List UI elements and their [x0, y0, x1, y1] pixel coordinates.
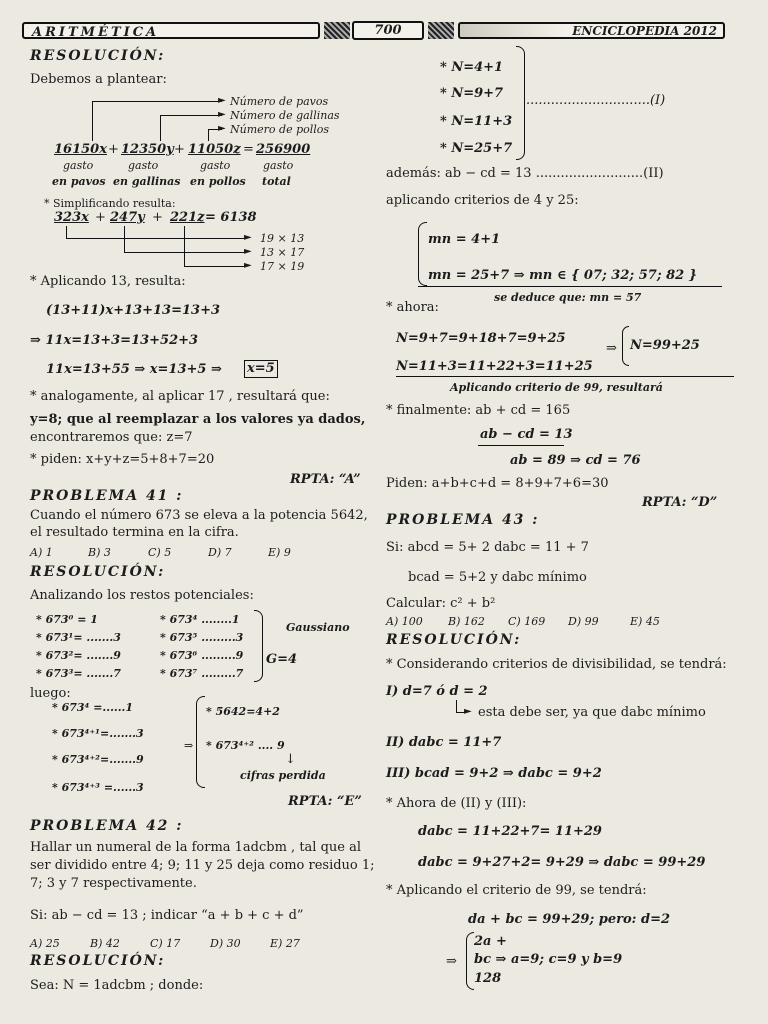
power-line: * 673⁴⁺²=.......9 — [52, 753, 144, 766]
math-line: * N=9+7 — [440, 86, 504, 101]
factor: 19 × 13 — [260, 232, 305, 245]
factor: 13 × 17 — [260, 246, 305, 259]
answer-label: RPTA: “D” — [642, 495, 718, 510]
label-line — [160, 115, 222, 116]
caption: en gallinas — [113, 175, 181, 188]
math-line: * 673⁴⁺² .... 9 — [206, 739, 285, 752]
problem-heading: PROBLEMA 43 : — [386, 512, 540, 528]
text-line: bcad = 5+2 y dabc mínimo — [408, 570, 587, 585]
text-line: * piden: x+y+z=5+8+7=20 — [30, 452, 215, 467]
arrow-icon: ► — [244, 246, 252, 257]
text-line: * Ahora de (II) y (III): — [386, 796, 527, 811]
option: E) 9 — [268, 546, 291, 559]
divider-line — [418, 286, 722, 287]
text-line: 7; 3 y 7 respectivamente. — [30, 876, 197, 891]
math-line: N=9+7=9+18+7=9+25 — [396, 331, 566, 346]
math-term: 256900 — [256, 142, 311, 157]
label-gallinas: Número de gallinas — [230, 109, 340, 122]
right-brace — [254, 610, 263, 682]
factor: 17 × 19 — [260, 260, 305, 273]
text-line: aplicando criterios de 4 y 25: — [386, 193, 579, 208]
math-line: mn = 25+7 ⇒ mn ∈ { 07; 32; 57; 82 } — [428, 268, 698, 283]
option: C) 169 — [508, 615, 546, 628]
option: B) 42 — [90, 937, 120, 950]
math-term: 247y — [110, 210, 145, 225]
implies-icon: ⇒ — [446, 954, 457, 969]
label-pavos: Número de pavos — [230, 95, 329, 108]
label-line — [124, 226, 125, 252]
math-line: * N=11+3 — [440, 114, 513, 129]
label-line — [160, 115, 161, 141]
header-subject: ARITMÉTICA — [22, 22, 320, 39]
option: A) 1 — [30, 546, 53, 559]
divider-line — [478, 445, 564, 446]
power-line: * 673³= .......7 — [36, 667, 121, 680]
option: C) 17 — [150, 937, 181, 950]
caption: gasto — [200, 159, 231, 172]
text-line: Calcular: c² + b² — [386, 596, 496, 611]
answer-box: x=5 — [244, 360, 278, 378]
text-line: y=8; que al reemplazar a los valores ya dados, — [30, 412, 366, 427]
label-line — [92, 101, 222, 102]
option: E) 45 — [630, 615, 660, 628]
down-arrow-icon: ↓ — [285, 752, 296, 767]
power-line: * 673⁵ .........3 — [160, 631, 244, 644]
math-line: * N=4+1 — [440, 60, 504, 75]
math-line: II) dabc = 11+7 — [386, 735, 502, 750]
text-line: luego: — [30, 686, 71, 701]
caption: Aplicando criterio de 99, resultará — [450, 381, 663, 394]
text-line: Piden: a+b+c+d = 8+9+7+6=30 — [386, 476, 609, 491]
option: E) 27 — [270, 937, 300, 950]
option: D) 7 — [208, 546, 232, 559]
text-line: * Aplicando 13, resulta: — [30, 274, 186, 289]
math-line: N=99+25 — [630, 338, 700, 353]
right-brace — [516, 46, 525, 160]
math-term: = 6138 — [205, 210, 257, 225]
text-line: * Simplificando resulta: — [44, 197, 176, 210]
resolucion-heading: RESOLUCIÓN: — [30, 953, 166, 969]
text-line: Debemos a plantear: — [30, 72, 167, 87]
math-op: + — [174, 142, 185, 157]
text-line: encontraremos que: z=7 — [30, 430, 193, 445]
math-op: + — [152, 210, 163, 225]
label-line — [184, 226, 185, 266]
math-line: N=11+3=11+22+3=11+25 — [396, 359, 593, 374]
math-term: 323x — [54, 210, 89, 225]
math-line: III) bcad = 9+2 ⇒ dabc = 9+2 — [386, 766, 602, 781]
problem-heading: PROBLEMA 42 : — [30, 818, 184, 834]
label-pollos: Número de pollos — [230, 123, 330, 136]
header-ornament-right — [428, 22, 454, 39]
math-line: (13+11)x+13+13=13+3 — [46, 303, 221, 318]
arrow-icon: ► — [464, 706, 472, 717]
page-number: 700 — [352, 21, 424, 40]
math-line: mn = 4+1 — [428, 232, 501, 247]
math-op: + — [95, 210, 106, 225]
power-line: * 673⁴⁺³ =......3 — [52, 781, 144, 794]
math-line: da + bc = 99+29; pero: d=2 — [468, 912, 671, 927]
gauss-label: Gaussiano — [286, 621, 350, 634]
text-line: * Considerando criterios de divisibilidad, se tendrá: — [386, 657, 727, 672]
text-line: además: ab − cd = 13 ..........................(II) — [386, 166, 664, 181]
math-term: 11050z — [188, 142, 241, 157]
answer-label: RPTA: “A” — [290, 472, 361, 487]
option: A) 25 — [30, 937, 60, 950]
text-line: Cuando el número 673 se eleva a la potencia 5642, — [30, 508, 368, 523]
header-ornament-left — [324, 22, 350, 39]
text-line: * finalmente: ab + cd = 165 — [386, 403, 571, 418]
implies-icon: ⇒ — [184, 739, 194, 752]
left-brace — [622, 326, 629, 366]
label-line — [124, 252, 246, 253]
text-line: Analizando los restos potenciales: — [30, 588, 254, 603]
text-line: esta debe ser, ya que dabc mínimo — [478, 705, 706, 720]
math-op: = — [243, 142, 254, 157]
caption: cifras perdida — [240, 769, 326, 782]
resolucion-heading: RESOLUCIÓN: — [30, 48, 166, 64]
power-line: * 673¹= .......3 — [36, 631, 121, 644]
text-line: el resultado termina en la cifra. — [30, 525, 239, 540]
answer-label: RPTA: “E” — [288, 794, 362, 809]
caption: gasto — [128, 159, 159, 172]
option: C) 5 — [148, 546, 172, 559]
text-line: ser dividido entre 4; 9; 11 y 25 deja como residuo 1; — [30, 858, 375, 873]
left-brace — [196, 696, 205, 788]
text-line: Si: abcd = 5+ 2 dabc = 11 + 7 — [386, 540, 589, 555]
power-line: * 673⁰ = 1 — [36, 613, 98, 626]
math-line: bc ⇒ a=9; c=9 y b=9 — [474, 952, 623, 967]
arrow-icon: ► — [218, 123, 226, 134]
power-line: * 673²= .......9 — [36, 649, 121, 662]
divider-line — [396, 376, 734, 377]
left-brace — [418, 222, 427, 286]
math-line: dabc = 11+22+7= 11+29 — [418, 824, 602, 839]
caption: en pavos — [52, 175, 106, 188]
math-term: 16150x — [54, 142, 107, 157]
arrow-icon: ► — [244, 260, 252, 271]
gauss-value: G=4 — [266, 652, 298, 667]
caption: gasto — [63, 159, 94, 172]
math-line: 128 — [474, 971, 502, 986]
text-line: * ahora: — [386, 300, 439, 315]
label-line — [66, 238, 246, 239]
caption: total — [262, 175, 291, 188]
power-line: * 673⁷ .........7 — [160, 667, 244, 680]
option: D) 99 — [568, 615, 599, 628]
text-line: Hallar un numeral de la forma 1adcbm , tal que al — [30, 840, 362, 855]
math-line: * N=25+7 — [440, 141, 513, 156]
arrow-icon: ► — [244, 232, 252, 243]
power-line: * 673⁴ ........1 — [160, 613, 240, 626]
option: B) 162 — [448, 615, 485, 628]
power-line: * 673⁴⁺¹=.......3 — [52, 727, 144, 740]
math-op: + — [108, 142, 119, 157]
math-line: ⇒ 11x=13+3=13+52+3 — [30, 333, 199, 348]
caption: en pollos — [190, 175, 246, 188]
label-line — [184, 266, 246, 267]
text-line: Si: ab − cd = 13 ; indicar “a + b + c + d” — [30, 908, 304, 923]
math-line: 2a + — [474, 934, 507, 949]
resolucion-heading: RESOLUCIÓN: — [30, 564, 166, 580]
option: A) 100 — [386, 615, 423, 628]
caption: se deduce que: mn = 57 — [494, 291, 642, 304]
option: D) 30 — [210, 937, 241, 950]
arrow-icon: ► — [218, 95, 226, 106]
text-line: * analogamente, al aplicar 17 , resultará que: — [30, 389, 330, 404]
power-line: * 673⁶ .........9 — [160, 649, 244, 662]
resolucion-heading: RESOLUCIÓN: — [386, 632, 522, 648]
left-brace — [466, 932, 474, 990]
page-header — [22, 20, 725, 42]
header-title: ENCICLOPEDIA 2012 — [458, 22, 725, 39]
math-term: 221z — [170, 210, 205, 225]
ref-label: ..............................(I) — [526, 93, 666, 108]
math-term: 12350y — [121, 142, 174, 157]
caption: gasto — [263, 159, 294, 172]
math-line: * 5642=4+2 — [206, 705, 280, 718]
option: B) 3 — [88, 546, 111, 559]
math-line: I) d=7 ó d = 2 — [386, 684, 488, 699]
math-line: ab − cd = 13 — [480, 427, 573, 442]
power-line: * 673⁴ =......1 — [52, 701, 134, 714]
label-line — [92, 101, 93, 141]
implies-icon: ⇒ — [606, 341, 617, 356]
arrow-icon: ► — [218, 109, 226, 120]
text-line: * Aplicando el criterio de 99, se tendrá: — [386, 883, 647, 898]
label-line — [456, 700, 457, 712]
math-line: ab = 89 ⇒ cd = 76 — [510, 453, 641, 468]
math-line: dabc = 9+27+2= 9+29 ⇒ dabc = 99+29 — [418, 855, 706, 870]
text-line: Sea: N = 1adcbm ; donde: — [30, 978, 204, 993]
label-line — [208, 129, 209, 141]
problem-heading: PROBLEMA 41 : — [30, 488, 184, 504]
math-line: 11x=13+55 ⇒ x=13+5 ⇒ — [46, 362, 222, 377]
label-line — [66, 226, 67, 238]
